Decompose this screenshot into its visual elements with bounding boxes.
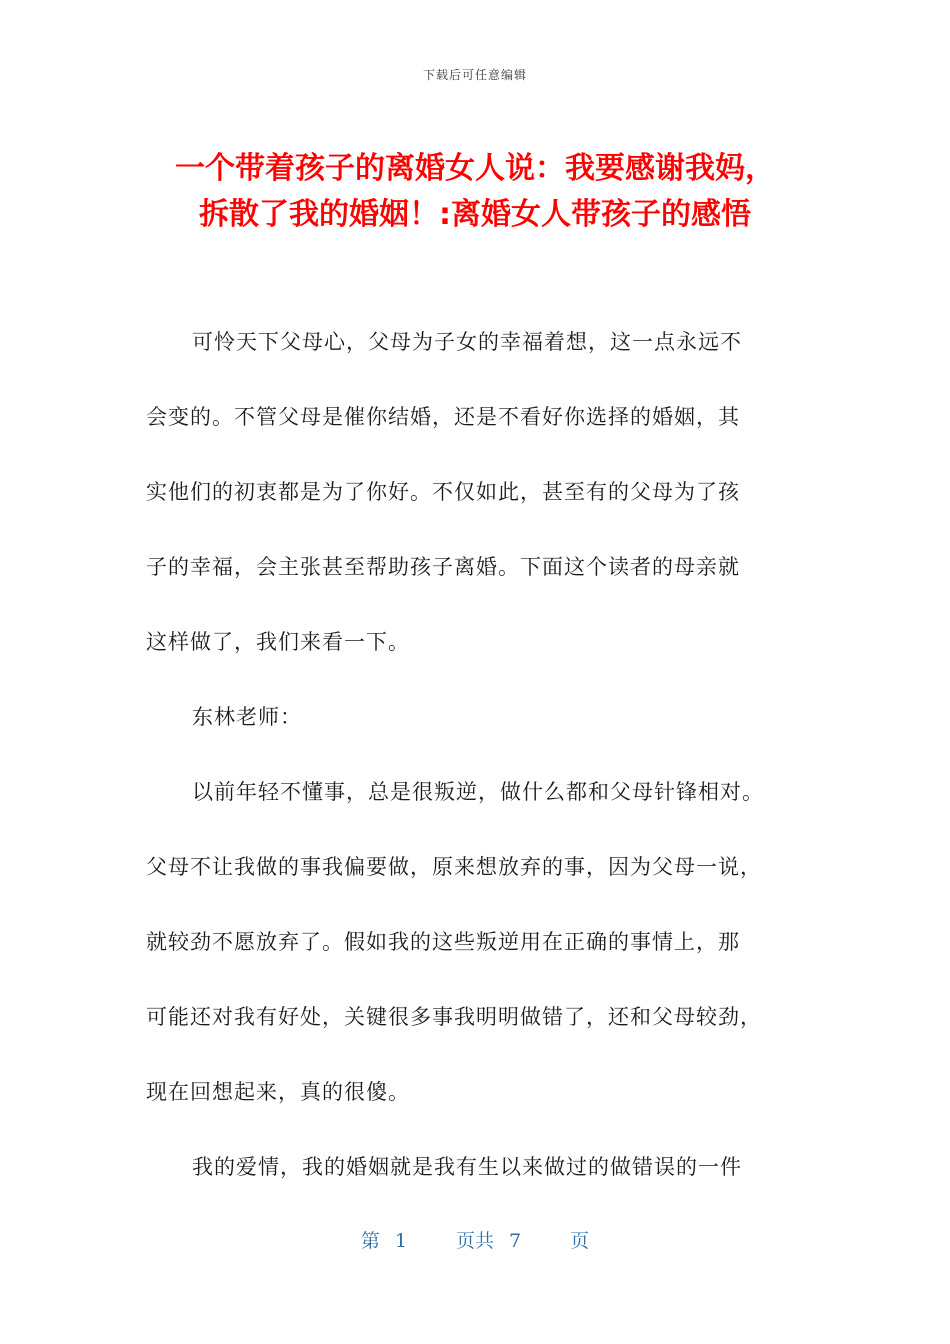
body-line: 我的爱情，我的婚姻就是我有生以来做过的做错误的一件 [192,1155,742,1179]
page-label-post: 页 [570,1230,590,1252]
title-line-2: 拆散了我的婚姻！:离婚女人带孩子的感悟 [199,197,751,232]
page-footer [0,1226,950,1253]
body-line: 会变的。不管父母是催你结婚，还是不看好你选择的婚姻，其 [146,405,740,429]
body-line: 实他们的初衷都是为了你好。不仅如此，甚至有的父母为了孩 [146,480,740,504]
body-line: 以前年轻不懂事，总是很叛逆，做什么都和父母针锋相对。 [192,780,764,804]
header-note: 下载后可任意编辑 [422,68,527,82]
page-label-pre: 第 [360,1230,380,1252]
body-line: 就较劲不愿放弃了。假如我的这些叛逆用在正确的事情上，那 [146,930,740,954]
body-line: 可怜天下父母心，父母为子女的幸福着想，这一点永远不 [192,330,742,354]
body-line: 这样做了，我们来看一下。 [146,630,410,654]
body-line: 可能还对我有好处，关键很多事我明明做错了，还和父母较劲， [146,1005,762,1029]
body-line: 现在回想起来，真的很傻。 [146,1080,410,1104]
title-line-1: 一个带着孩子的离婚女人说：我要感谢我妈， [175,151,775,186]
page-number: 1 [394,1230,407,1252]
page-label-mid: 页共 [455,1230,494,1252]
body-line: 东林老师： [192,705,302,729]
body-line: 子的幸福，会主张甚至帮助孩子离婚。下面这个读者的母亲就 [146,555,740,579]
total-pages: 7 [509,1230,522,1252]
document-body [146,320,806,1220]
body-line: 父母不让我做的事我偏要做，原来想放弃的事，因为父母一说， [146,855,762,879]
document-title [90,146,860,238]
